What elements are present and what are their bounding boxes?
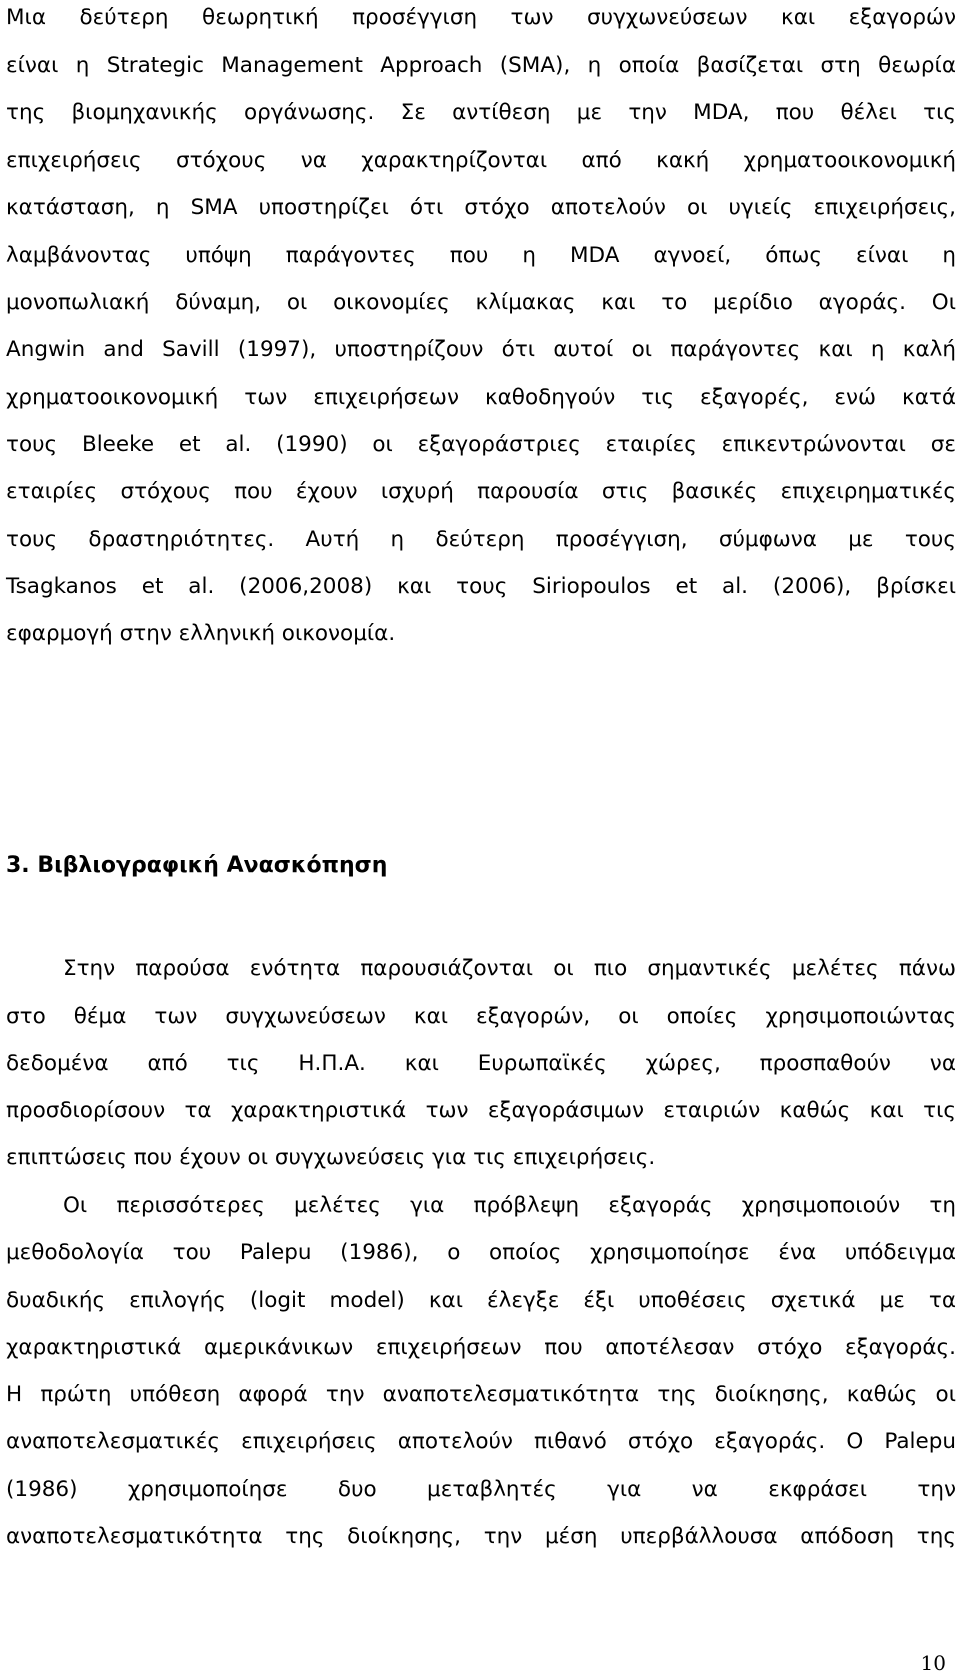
text-line: Angwin and Savill (1997), υποστηρίζουν ότι αυτοί οι παράγοντες και η καλή <box>6 337 956 362</box>
text-line: επιχειρήσεις στόχους να χαρακτηρίζονται από κακή χρηματοοικονομική <box>6 148 956 173</box>
text-line: Tsagkanos et al. (2006,2008) και τους Siriopoulos et al. (2006), βρίσκει <box>6 574 956 599</box>
text-line: στο θέμα των συγχωνεύσεων και εξαγορών, οι οποίες χρησιμοποιώντας <box>6 1004 956 1029</box>
text-line: χρηματοοικονομική των επιχειρήσεων καθοδηγούν τις εξαγορές, ενώ κατά <box>6 385 956 410</box>
text-line: μεθοδολογία του Palepu (1986), ο οποίος χρησιμοποίησε ένα υπόδειγμα <box>6 1240 956 1265</box>
text-line: λαμβάνοντας υπόψη παράγοντες που η MDA αγνοεί, όπως είναι η <box>6 243 956 268</box>
text-line: είναι η Strategic Management Approach (SMA), η οποία βασίζεται στη θεωρία <box>6 53 956 78</box>
text-line: μονοπωλιακή δύναμη, οι οικονομίες κλίμακας και το μερίδιο αγοράς. Οι <box>6 290 956 315</box>
text-line: της βιομηχανικής οργάνωσης. Σε αντίθεση με την MDA, που θέλει τις <box>6 100 956 125</box>
text-line: Η πρώτη υπόθεση αφορά την αναποτελεσματικότητα της διοίκησης, καθώς οι <box>6 1382 956 1407</box>
section-heading: 3. Βιβλιογραφική Ανασκόπηση <box>6 853 388 878</box>
text-line: αναποτελεσματικές επιχειρήσεις αποτελούν πιθανό στόχο εξαγοράς. Ο Palepu <box>6 1429 956 1454</box>
text-line: τους δραστηριότητες. Αυτή η δεύτερη προσέγγιση, σύμφωνα με τους <box>6 527 956 552</box>
text-line: αναποτελεσματικότητα της διοίκησης, την μέση υπερβάλλουσα απόδοση της <box>6 1524 956 1549</box>
text-line: επιπτώσεις που έχουν οι συγχωνεύσεις για τις επιχειρήσεις. <box>6 1145 656 1170</box>
text-line: εταιρίες στόχους που έχουν ισχυρή παρουσία στις βασικές επιχειρηματικές <box>6 479 956 504</box>
text-line: χαρακτηριστικά αμερικάνικων επιχειρήσεων που αποτέλεσαν στόχο εξαγοράς. <box>6 1335 956 1360</box>
text-line: τους Bleeke et al. (1990) οι εξαγοράστριες εταιρίες επικεντρώνονται σε <box>6 432 956 457</box>
text-line: Οι περισσότερες μελέτες για πρόβλεψη εξαγοράς χρησιμοποιούν τη <box>63 1193 956 1218</box>
text-line: (1986) χρησιμοποίησε δυο μεταβλητές για να εκφράσει την <box>6 1477 956 1502</box>
text-line: δυαδικής επιλογής (logit model) και έλεγξε έξι υποθέσεις σχετικά με τα <box>6 1288 956 1313</box>
text-line: προσδιορίσουν τα χαρακτηριστικά των εξαγοράσιμων εταιριών καθώς και τις <box>6 1098 956 1123</box>
text-line: εφαρμογή στην ελληνική οικονομία. <box>6 621 396 646</box>
page-number: 10 <box>920 1651 946 1675</box>
text-line: κατάσταση, η SMA υποστηρίζει ότι στόχο αποτελούν οι υγιείς επιχειρήσεις, <box>6 195 956 220</box>
text-line: Στην παρούσα ενότητα παρουσιάζονται οι πιο σημαντικές μελέτες πάνω <box>63 956 956 981</box>
text-line: Μια δεύτερη θεωρητική προσέγγιση των συγχωνεύσεων και εξαγορών <box>6 5 956 30</box>
text-line: δεδομένα από τις Η.Π.Α. και Ευρωπαϊκές χώρες, προσπαθούν να <box>6 1051 956 1076</box>
